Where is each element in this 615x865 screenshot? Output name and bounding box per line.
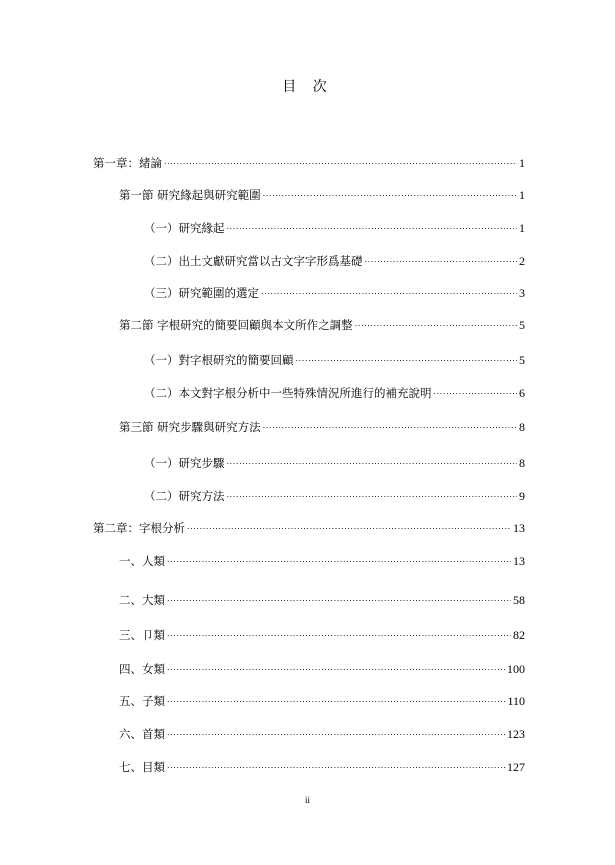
toc-entry-label: 五、子類 bbox=[119, 694, 165, 708]
dot-leader bbox=[263, 187, 517, 199]
toc-entry-label: 六、首類 bbox=[119, 727, 165, 741]
toc-entry-label: （二）出土文獻研究當以古文字字形爲基礎 bbox=[144, 254, 363, 268]
page-number-footer: ii bbox=[304, 795, 310, 805]
toc-entry-label: （一）研究步驟 bbox=[144, 456, 225, 470]
toc-entry-subsection[interactable] bbox=[144, 455, 525, 471]
toc-entry-category[interactable] bbox=[119, 693, 525, 709]
dot-leader bbox=[167, 726, 505, 738]
toc-entry-chapter-2[interactable] bbox=[93, 520, 525, 536]
toc-entry-page: 1 bbox=[519, 188, 525, 202]
toc-entry-page: 13 bbox=[513, 554, 525, 568]
toc-entry-page: 127 bbox=[507, 760, 525, 774]
toc-entry-label: 第一章：緒論 bbox=[93, 156, 162, 170]
dot-leader bbox=[227, 488, 518, 500]
toc-entry-label: 七、目類 bbox=[119, 760, 165, 774]
dot-leader bbox=[355, 317, 517, 329]
toc-entry-label: （一）對字根研究的簡要回顧 bbox=[144, 353, 294, 367]
toc-entry-subsection[interactable] bbox=[144, 352, 525, 368]
toc-entry-page: 5 bbox=[519, 318, 525, 332]
toc-entry-label: 第一節 研究緣起與研究範圍 bbox=[119, 188, 261, 202]
dot-leader bbox=[167, 627, 511, 639]
toc-title: 目 次 bbox=[282, 79, 333, 95]
dot-leader bbox=[167, 553, 511, 565]
toc-entry-chapter-1[interactable] bbox=[93, 155, 525, 171]
dot-leader bbox=[167, 592, 511, 604]
toc-entry-subsection[interactable] bbox=[144, 285, 525, 301]
toc-entry-page: 2 bbox=[519, 254, 525, 268]
toc-entry-category[interactable] bbox=[119, 661, 525, 677]
dot-leader bbox=[187, 520, 511, 532]
toc-entry-section-1-3[interactable] bbox=[119, 419, 525, 435]
toc-entry-page: 8 bbox=[519, 456, 525, 470]
toc-entry-category[interactable] bbox=[119, 726, 525, 742]
toc-entry-label: 三、卩類 bbox=[119, 628, 165, 642]
toc-entry-label: （二）研究方法 bbox=[144, 489, 225, 503]
dot-leader bbox=[365, 253, 518, 265]
toc-entry-label: 二、大類 bbox=[119, 593, 165, 607]
toc-entry-label: 一、人類 bbox=[119, 554, 165, 568]
toc-entry-page: 1 bbox=[519, 221, 525, 235]
toc-entry-category[interactable] bbox=[119, 759, 525, 775]
dot-leader bbox=[227, 455, 518, 467]
dot-leader bbox=[167, 661, 505, 673]
toc-entry-category[interactable] bbox=[119, 553, 525, 569]
dot-leader bbox=[263, 419, 517, 431]
dot-leader bbox=[167, 693, 505, 705]
toc-entry-page: 5 bbox=[519, 353, 525, 367]
dot-leader bbox=[167, 759, 505, 771]
toc-entry-page: 3 bbox=[519, 286, 525, 300]
toc-entry-page: 58 bbox=[513, 593, 525, 607]
toc-entry-page: 13 bbox=[513, 521, 525, 535]
toc-entry-section-1-1[interactable] bbox=[119, 187, 525, 203]
toc-entry-page: 6 bbox=[519, 386, 525, 400]
toc-entry-label: 第二節 字根研究的簡要回顧與本文所作之調整 bbox=[119, 318, 353, 332]
toc-entry-category[interactable] bbox=[119, 592, 525, 608]
toc-entry-subsection[interactable] bbox=[144, 385, 525, 401]
toc-entry-subsection[interactable] bbox=[144, 488, 525, 504]
toc-entry-page: 110 bbox=[507, 694, 525, 708]
toc-entry-label: 第三節 研究步驟與研究方法 bbox=[119, 420, 261, 434]
toc-entry-page: 1 bbox=[519, 156, 525, 170]
dot-leader bbox=[164, 155, 517, 167]
toc-entry-subsection[interactable] bbox=[144, 220, 525, 236]
toc-entry-category[interactable] bbox=[119, 627, 525, 643]
toc-entry-label: （一）研究緣起 bbox=[144, 221, 225, 235]
toc-entry-page: 82 bbox=[513, 628, 525, 642]
toc-entry-page: 8 bbox=[519, 420, 525, 434]
toc-entry-page: 9 bbox=[519, 489, 525, 503]
toc-entry-page: 123 bbox=[507, 727, 525, 741]
dot-leader bbox=[296, 352, 518, 364]
toc-entry-page: 100 bbox=[507, 662, 525, 676]
dot-leader bbox=[227, 220, 518, 232]
dot-leader bbox=[261, 285, 517, 297]
toc-entry-section-1-2[interactable] bbox=[119, 317, 525, 333]
toc-entry-subsection[interactable] bbox=[144, 253, 525, 269]
toc-entry-label: （三）研究範圍的選定 bbox=[144, 286, 259, 300]
dot-leader bbox=[434, 385, 518, 397]
toc-entry-label: （二）本文對字根分析中一些特殊情況所進行的補充說明 bbox=[144, 386, 432, 400]
toc-entry-label: 第二章：字根分析 bbox=[93, 521, 185, 535]
toc-entry-label: 四、女類 bbox=[119, 662, 165, 676]
